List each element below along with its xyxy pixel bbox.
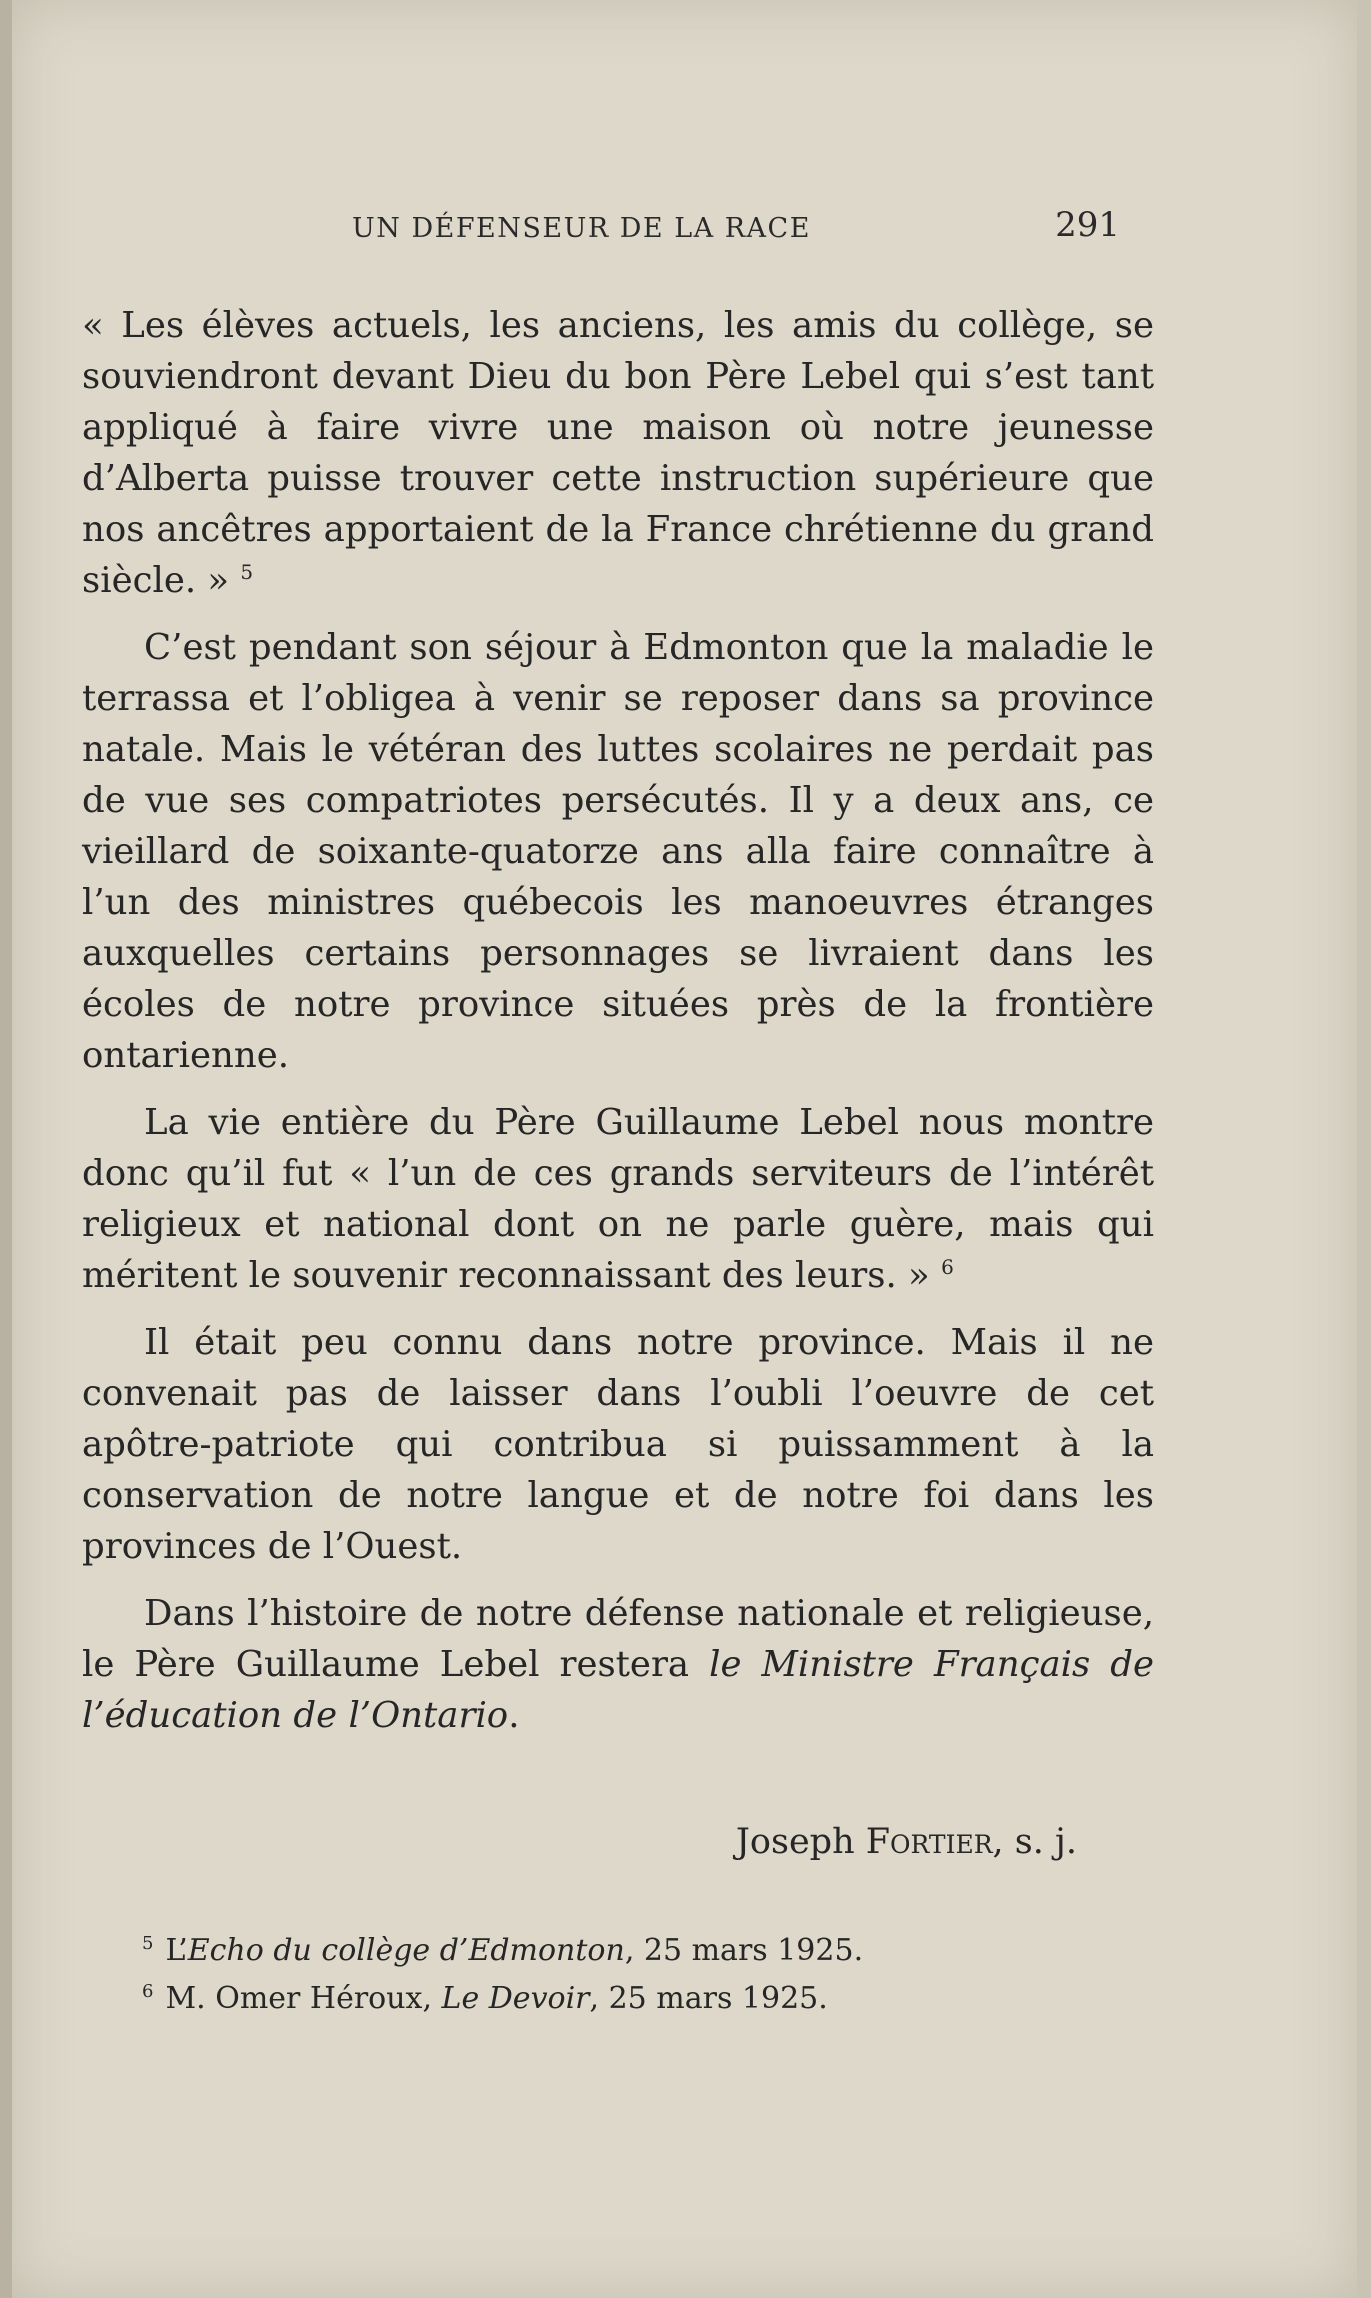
paragraph: [82, 1317, 1154, 1572]
footnote-text: M. Omer Héroux,: [165, 1981, 442, 2016]
page-header: [352, 205, 1152, 265]
paragraph: [82, 622, 1154, 1081]
author-last-name: Fortier: [865, 1822, 993, 1862]
running-title: UN DÉFENSEUR DE LA RACE: [352, 213, 811, 244]
main-text: [82, 300, 1154, 1757]
paragraph-text: « Les élèves actuels, les anciens, les amis du collège, se souviendront devant Dieu du bon Père Lebel qui s’est tant appliqué à faire vivre une maison où notre jeunesse d’Alberta puisse trouver cette instruction supérieure que nos ancêtres apportaient de la France chrétienne du grand siècle. »: [82, 305, 1154, 601]
author-first-name: Joseph: [735, 1822, 866, 1862]
author-suffix: , s. j.: [992, 1822, 1077, 1862]
book-page: [12, 0, 1357, 2298]
paragraph: [82, 1588, 1154, 1741]
paragraph-text: Dans l’histoire de notre défense nationale et religieuse, le Père Guillaume Lebel restera: [82, 1593, 1154, 1685]
paragraph-text: C’est pendant son séjour à Edmonton que la maladie le terrassa et l’obligea à venir se reposer dans sa province natale. Mais le vétéran des luttes scolaires ne perdait pas de vue ses compatriotes persécutés. Il y a deux ans, ce vieillard de soixante-quatorze ans alla faire connaître à l’un des ministres québecois les manoeuvres étranges auxquelles certains personnages se livraient dans les écoles de notre province situées près de la frontière ontarienne.: [82, 627, 1154, 1076]
paragraph: [82, 300, 1154, 606]
footnote-title: Echo du collège d’Edmonton: [187, 1933, 625, 1968]
italic-title: le Ministre Français de l’éducation de l’Ontario: [82, 1644, 1154, 1736]
footnotes: [142, 1927, 1142, 2023]
footnote: [142, 1975, 1142, 2023]
footnote-text: , 25 mars 1925.: [624, 1933, 864, 1968]
signature: [736, 1822, 1077, 1862]
footnote-number: 5: [142, 1933, 154, 1954]
footnote-reference: 6: [941, 1255, 954, 1280]
paragraph-text: .: [508, 1695, 520, 1736]
footnote-title: Le Devoir: [441, 1981, 590, 2016]
footnote-number: 6: [142, 1981, 154, 2002]
paragraph-text: Il était peu connu dans notre province. Mais il ne convenait pas de laisser dans l’oubli l’oeuvre de cet apôtre-patriote qui contribua si puissamment à la conservation de notre langue et de notre foi dans les provinces de l’Ouest.: [82, 1322, 1154, 1567]
footnote: [142, 1927, 1142, 1975]
paragraph: [82, 1097, 1154, 1301]
footnote-text: , 25 mars 1925.: [589, 1981, 828, 2016]
paragraph-text: La vie entière du Père Guillaume Lebel nous montre donc qu’il fut « l’un de ces grands serviteurs de l’intérêt religieux et national dont on ne parle guère, mais qui méritent le souvenir reconnaissant des leurs. »: [82, 1102, 1154, 1296]
footnote-text: L’: [165, 1933, 188, 1968]
page-number: 291: [1055, 205, 1120, 245]
footnote-reference: 5: [240, 560, 254, 585]
page-edge: [0, 0, 12, 2298]
